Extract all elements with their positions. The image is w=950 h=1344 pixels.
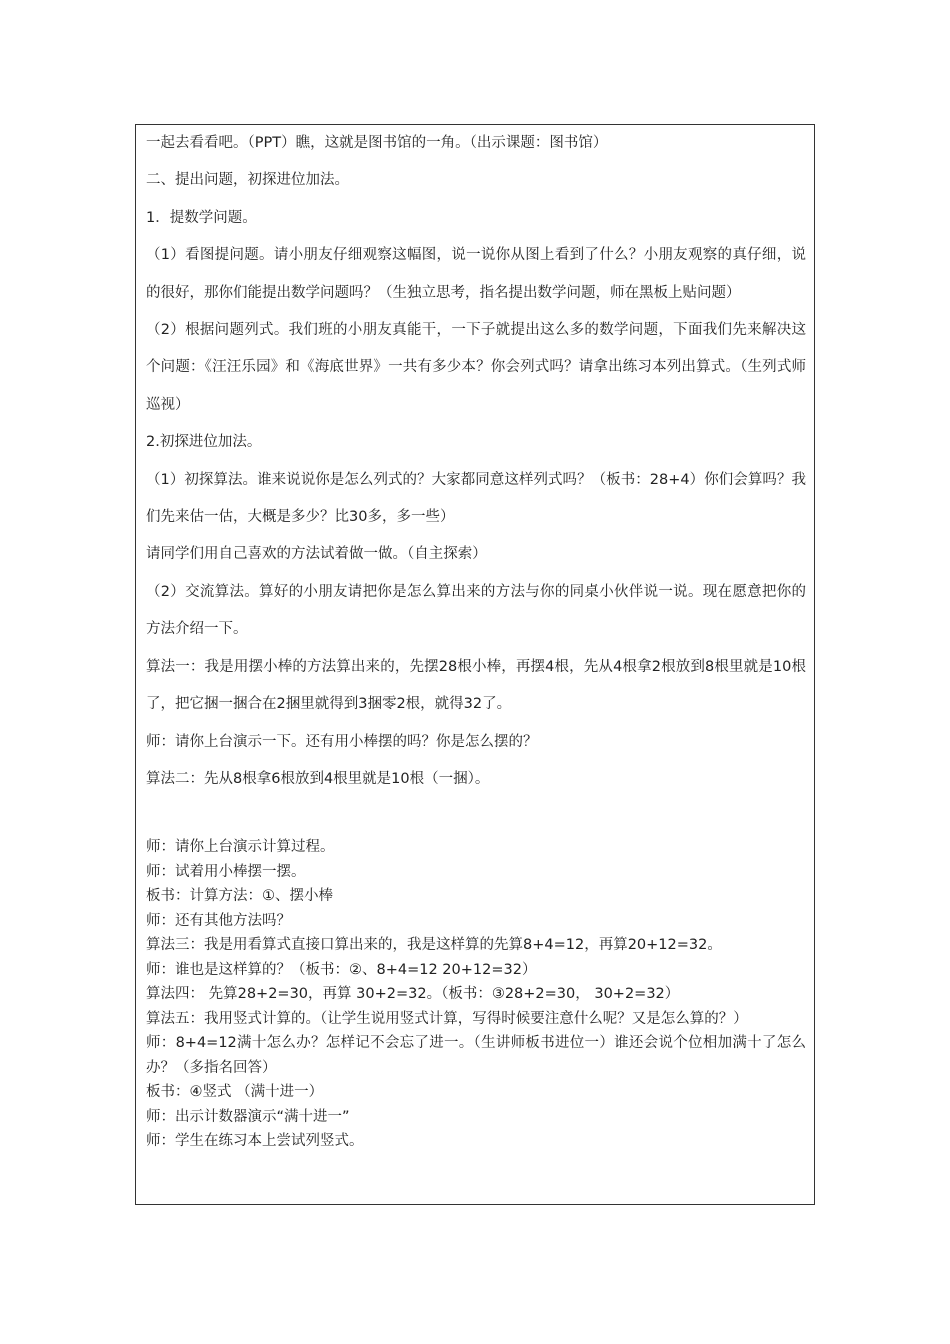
paragraph-teacher-demo-process: 师：请你上台演示计算过程。: [146, 839, 335, 855]
lesson-plan-loose-section: [146, 125, 806, 798]
lesson-plan-tight-section: [146, 835, 806, 1154]
paragraph-method-three: 算法三：我是用看算式直接口算出来的，我是这样算的先算8+4=12，再算20+12=32。: [146, 937, 722, 953]
paragraph-self-explore: 请同学们用自己喜欢的方法试着做一做。（自主探索）: [146, 546, 487, 563]
paragraph-other-methods: 师：还有其他方法吗？: [146, 912, 291, 929]
paragraph-look-and-ask: （1）看图提问题。请小朋友仔细观察这幅图，说一说你从图上看到了什么？小朋友观察的真仔细，说的很好，那你们能提出数学问题吗？（生独立思考，指名提出数学问题，师在黑板上贴问题）: [146, 247, 806, 301]
paragraph-step-one-heading: 1．提数学问题。: [146, 209, 257, 226]
paragraph-student-practice: 师：学生在练习本上尝试列竖式。: [146, 1133, 364, 1149]
paragraph-section-two-heading: 二、提出问题，初探进位加法。: [146, 172, 349, 189]
paragraph-teacher-try-sticks: 师：试着用小棒摆一摆。: [146, 863, 306, 880]
paragraph-board-method-two: 师：谁也是这样算的？（板书：②、8+4=12 20+12=32）: [146, 961, 537, 978]
paragraph-teacher-demo: 师：请你上台演示一下。还有用小棒摆的吗？你是怎么摆的？: [146, 733, 538, 750]
paragraph-method-five: 算法五：我用竖式计算的。（让学生说用竖式计算，写得时候要注意什么呢？又是怎么算的？）: [146, 1010, 748, 1027]
paragraph-step-two-heading: 2.初探进位加法。: [146, 434, 262, 451]
paragraph-intro: 一起去看看吧。（PPT）瞧，这就是图书馆的一角。（出示课题：图书馆）: [146, 135, 608, 151]
paragraph-share-method: （2）交流算法。算好的小朋友请把你是怎么算出来的方法与你的同桌小伙伴说一说。现在愿意把你的方法介绍一下。: [146, 583, 806, 638]
paragraph-write-expression: （2）根据问题列式。我们班的小朋友真能干，一下子就提出这么多的数学问题，下面我们先来解决这个问题：《汪汪乐园》和《海底世界》一共有多少本？你会列式吗？请拿出练习本列出算式。（生列式师巡视）: [146, 322, 806, 413]
paragraph-method-four: 算法四： 先算28+2=30，再算 30+2=32。（板书：③28+2=30， 30+2=32）: [146, 986, 680, 1002]
lesson-table-cell: [135, 124, 815, 1205]
paragraph-board-method-one: 板书：计算方法：①、摆小棒: [146, 888, 333, 904]
paragraph-board-vertical: 板书：④竖式 （满十进一）: [146, 1084, 324, 1100]
paragraph-method-two: 算法二：先从8根拿6根放到4根里就是10根（一捆）。: [146, 770, 490, 787]
paragraph-method-one: 算法一：我是用摆小棒的方法算出来的，先摆28根小棒，再摆4根，先从4根拿2根放到8根里就是10根了，把它捆一捆合在2捆里就得到3捆零2根，就得32了。: [146, 658, 806, 713]
paragraph-carry-question: 师：8+4=12满十怎么办？怎样记不会忘了进一。（生讲师板书进位一）谁还会说个位相加满十了怎么办？（多指名回答）: [146, 1035, 806, 1076]
paragraph-abacus-demo: 师：出示计数器演示“满十进一”: [146, 1108, 350, 1125]
paragraph-initial-method: （1）初探算法。谁来说说你是怎么列式的？大家都同意这样列式吗？（板书：28+4）你们会算吗？我们先来估一估，大概是多少？比30多，多一些）: [146, 471, 806, 526]
